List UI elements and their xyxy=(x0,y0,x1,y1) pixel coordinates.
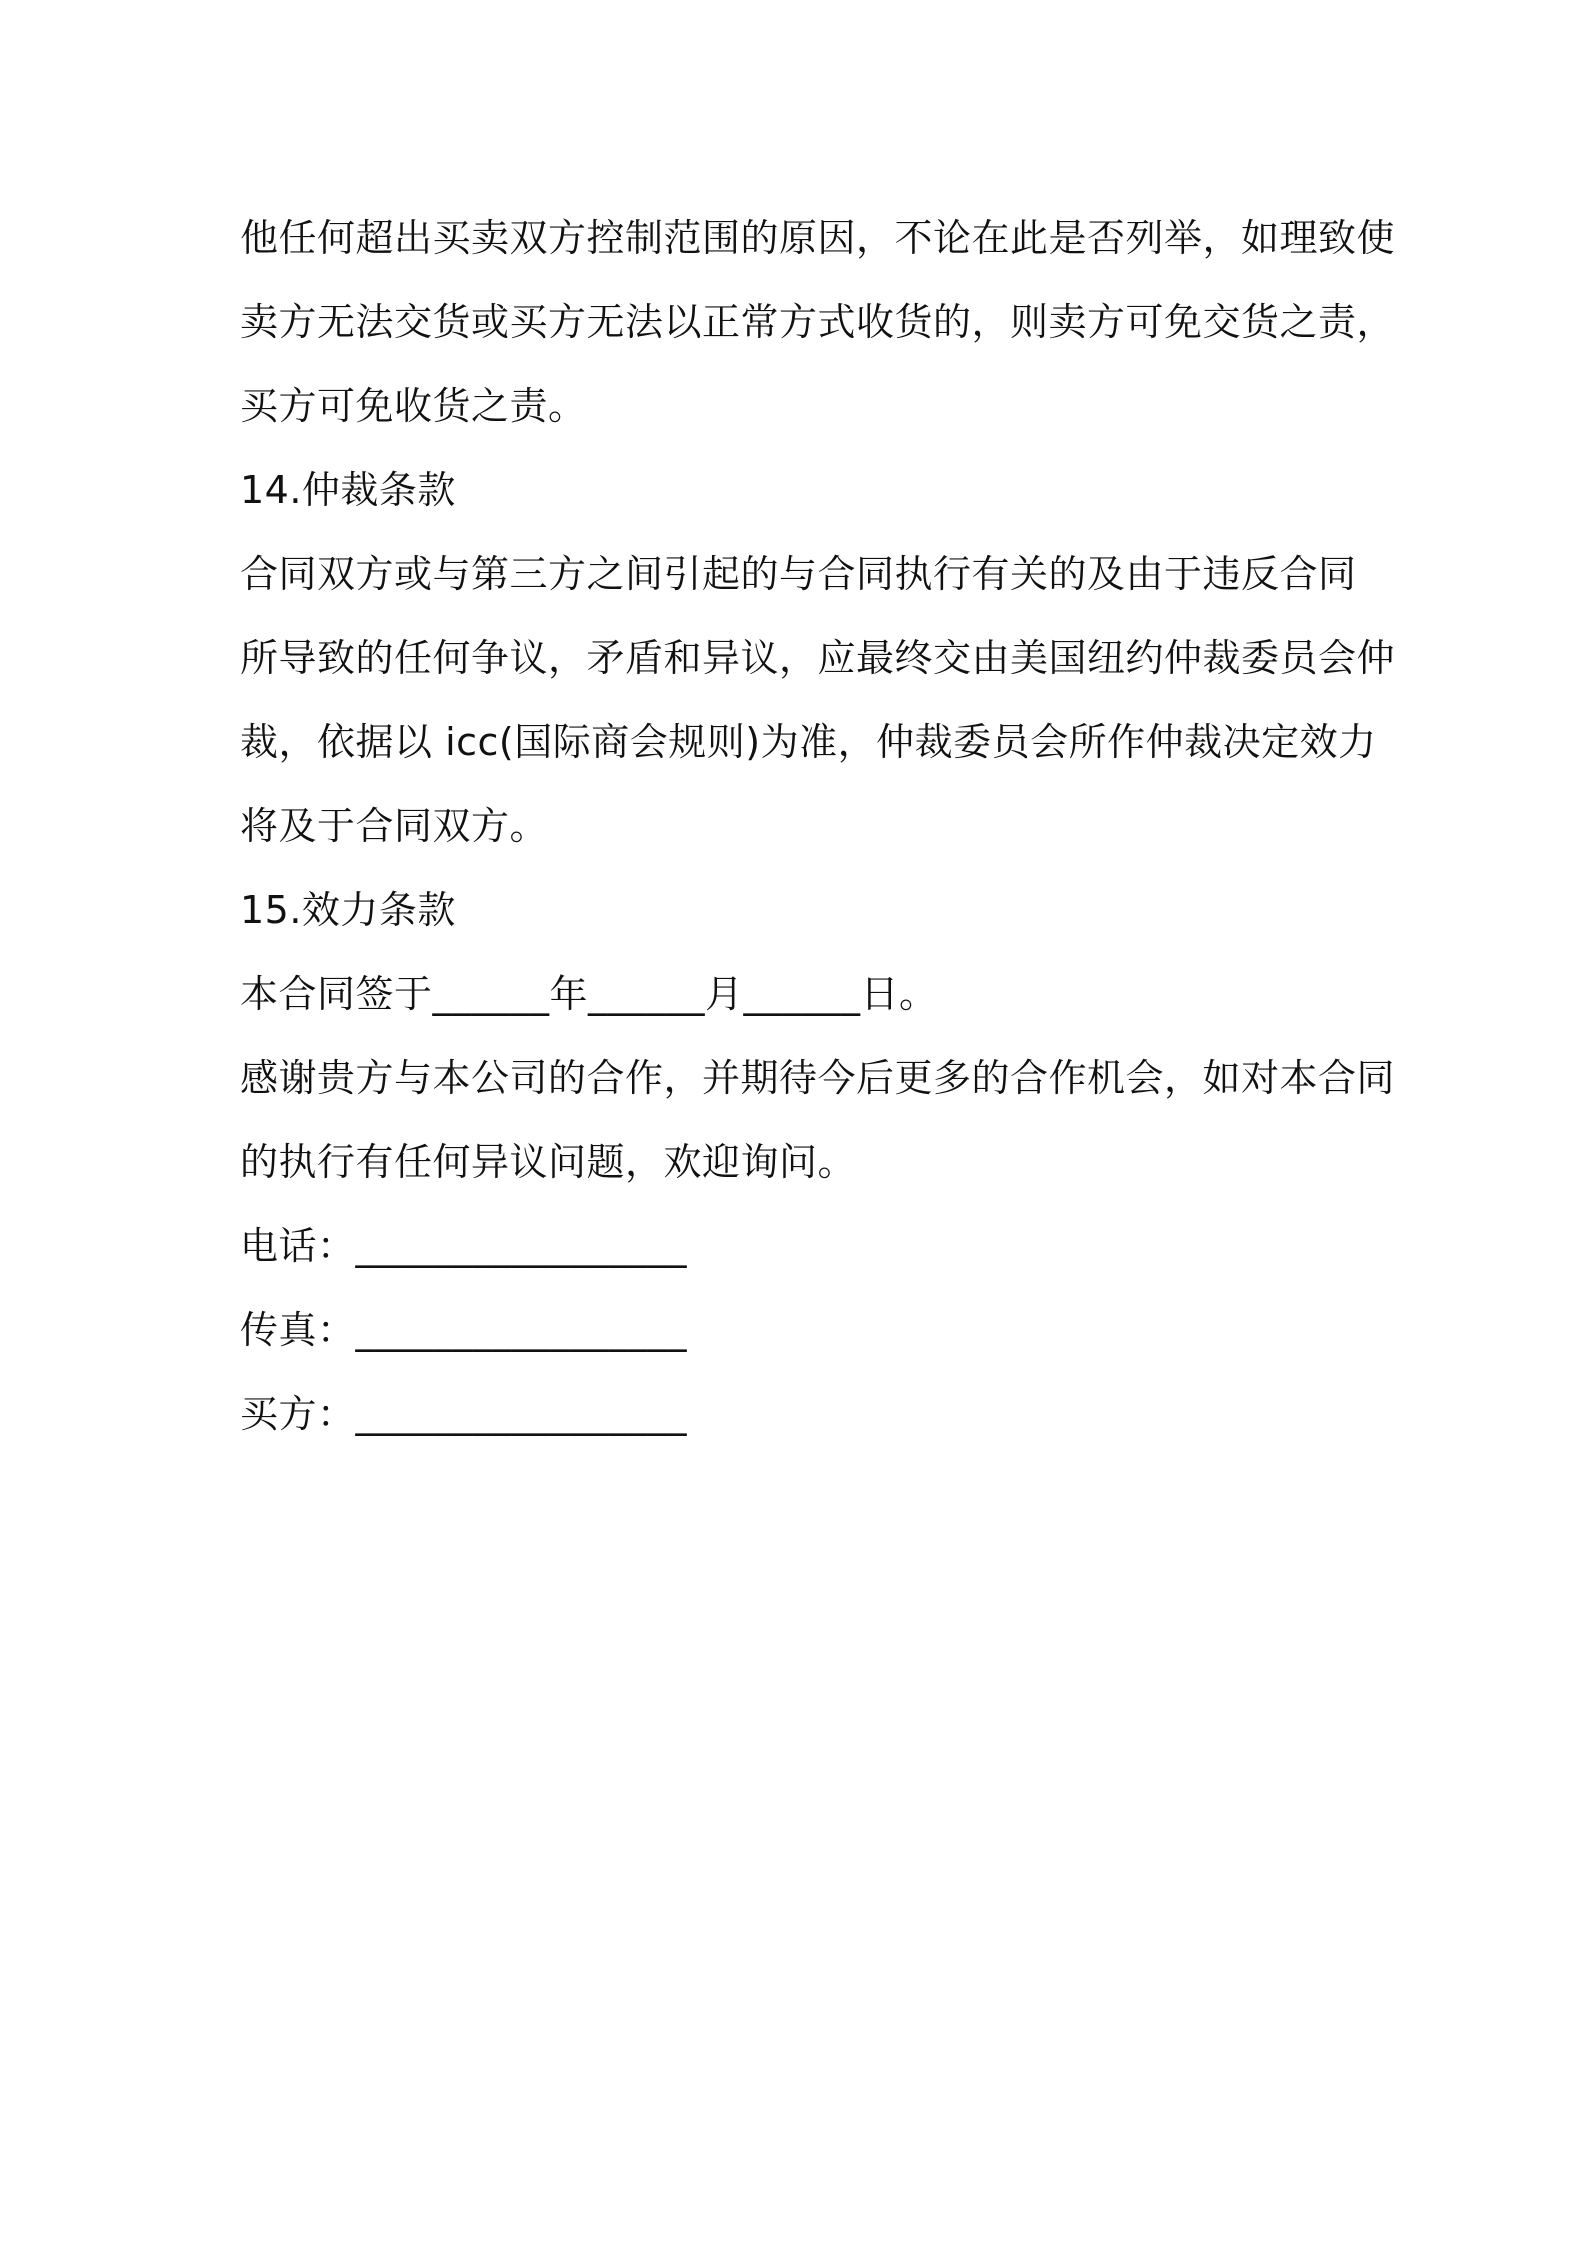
section-heading-arbitration: 14.仲裁条款 xyxy=(240,468,456,512)
document-body xyxy=(240,196,1396,1456)
section-heading-validity: 15.效力条款 xyxy=(240,888,456,932)
fax-field-line: 传真：_________________ xyxy=(240,1308,688,1352)
buyer-field-line: 买方：_________________ xyxy=(240,1392,688,1436)
paragraph-line: 所导致的任何争议，矛盾和异议，应最终交由美国纽约仲裁委员会仲 xyxy=(240,636,1396,680)
phone-field-line: 电话：_________________ xyxy=(240,1224,688,1268)
paragraph-line: 买方可免收货之责。 xyxy=(240,384,587,428)
paragraph-line: 卖方无法交货或买方无法以正常方式收货的，则卖方可免交货之责， xyxy=(240,300,1396,344)
paragraph-line: 将及于合同双方。 xyxy=(240,804,549,848)
signing-date-line: 本合同签于______年______月______日。 xyxy=(240,972,938,1016)
paragraph-line: 感谢贵方与本公司的合作，并期待今后更多的合作机会，如对本合同 xyxy=(240,1056,1396,1100)
paragraph-line: 裁，依据以 icc(国际商会规则)为准，仲裁委员会所作仲裁决定效力 xyxy=(240,720,1377,764)
paragraph-line: 他任何超出买卖双方控制范围的原因，不论在此是否列举，如理致使 xyxy=(240,216,1396,260)
paragraph-line: 的执行有任何异议问题，欢迎询问。 xyxy=(240,1140,857,1184)
paragraph-line: 合同双方或与第三方之间引起的与合同执行有关的及由于违反合同 xyxy=(240,552,1357,596)
